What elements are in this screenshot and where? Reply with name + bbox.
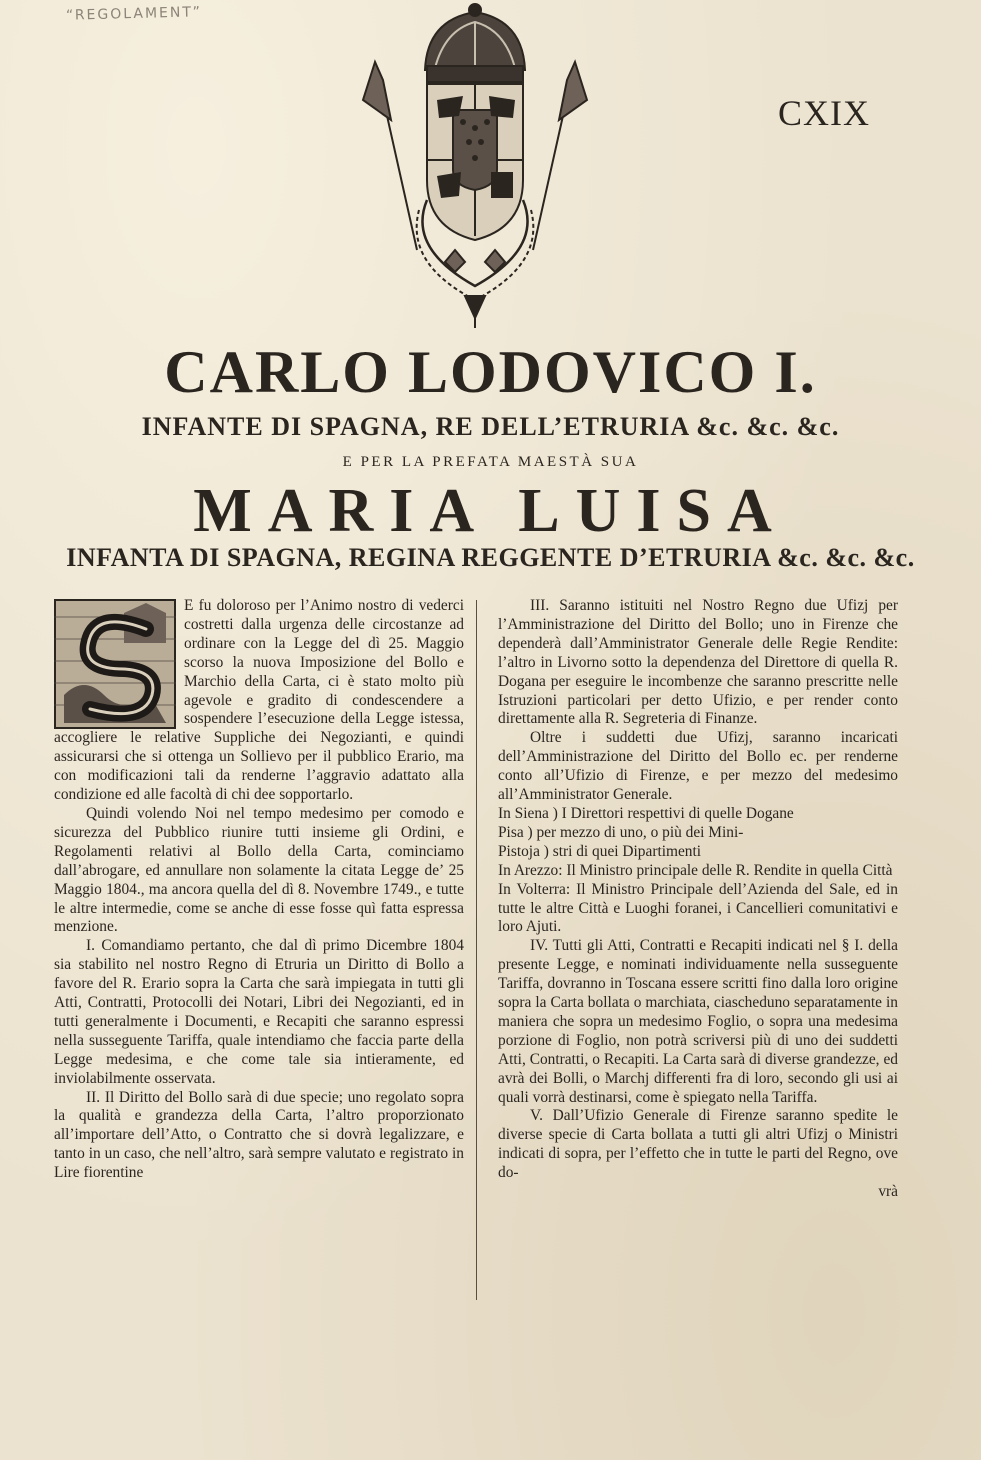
article-1: I. Comandiamo pertanto, che dal dì primo Dicembre 1804 sia stabilito nel nostro Regno di Etruria un Diritto di Bollo a favore del R. Erario sopra la Carta che sarà impiegata in tutti gli Atti, Contratti, Protocolli dei Notari, Libri dei Negozianti, ed in tutti generalmente i Documenti, e Recapiti che saranno espressi nella susseguente Tariffa, quale intendiamo che faccia parte della Legge medesima, e che come tale sia intieramente, ed inviolabilmente osservata. [54, 937, 464, 1087]
catchword: vrà [878, 1183, 898, 1201]
list-item: In Siena ) I Direttori respettivi di quelle Dogane [498, 804, 794, 822]
article-3: III. Saranno istituiti nel Nostro Regno due Ufizj per l’Amministrazione del Diritto del Bollo; uno in Firenze che dependerà dall’Amministrator Generale delle Regie Rendite: l’altro in Livorno sotto la dependenza del Direttore di quella R. Dogana per eseguire le incombenze che saranno prescritte nelle Istruzioni particolari per detto Ufizio, e per render conto direttamente alla R. Segreteria di Finanze. [498, 597, 898, 728]
list-item: In Arezzo: Il Ministro principale delle R. Rendite in quella Città [498, 861, 893, 879]
article-5: V. Dall’Ufizio Generale di Firenze saranno spedite le diverse specie di Carta bollata a tutti gli altri Ufizj o Ministri indicati di sopra, per l’effetto che in tutte le parti del Regno, ove do- [498, 1107, 898, 1182]
illuminated-letter-s-icon [54, 599, 176, 729]
title-connector: E PER LA PREFATA MAESTÀ SUA [342, 454, 639, 470]
left-column [54, 597, 464, 1183]
article-2: II. Il Diritto del Bollo sarà di due specie; uno regolato sopra la qualità e grandezza della Carta, l’altro proporzionato all’importare dell’Atto, o Contratto che si dovrà legalizzare, e tanto in un caso, che nell’altro, sarà sempre valutato e registrato in Lire fiorentine [54, 1088, 464, 1182]
paragraph-quindi: Quindi volendo Noi nel tempo medesimo per comodo e sicurezza del Pubblico riunire tutti insieme gli Ordini, e Regolamenti relativi al Bollo della Carta, cominciamo dall’abrogare, ed annullare non solamente la citata Legge de’ 25 Maggio 1804., ma ancora quella del dì 8. Novembre 1749., e tutte le altre intermedie, come se anche di esse fosse quì fatta espressa menzione. [54, 804, 464, 936]
list-item: Pistoja ) stri di quei Dipartimenti [498, 842, 702, 860]
title-queen-name: MARIA LUISA [193, 477, 788, 545]
title-king-name: CARLO LODOVICO I. [164, 339, 817, 405]
article-4: IV. Tutti gli Atti, Contratti e Recapiti indicati nel § I. della presente Legge, e nominati individuamente nella susseguente Tariffa, dovranno in Toscana essere scritti fino dalla loro origine sopra la Carta bollata o marchiata, ciascheduno separatamente in maniera che sopra un medesimo Foglio, o sopra una medesima porzione di Foglio, non potrà scriversi più di uno dei suddetti Atti, Contratti, o Recapiti. La Carta sarà di diverse grandezze, ed avrà dei Bolli, o Marchj differenti fra di loro, secondo gli usi ai quali vorrà destinarsi, come è spiegato nella Tariffa. [498, 937, 898, 1106]
preamble-paragraph: E fu doloroso per l’Animo nostro di vederci costretti dalla urgenza delle circostanze ad ordinare con la Legge del dì 25. Maggio scorso la nuova Imposizione del Bollo e Marchio della Carta, ci è stato molto più agevole e gradito di condescendere a sospendere l’esecuzione della Legge istessa, accogliere le relative Suppliche dei Negozianti, e quindi assicurarsi che si ottenga un Sollievo per il pubblico Erario, ma con modificazioni tali da renderne l’aggravio adattato alla condizione ed alle facoltà di chi dee sopportarlo. [54, 597, 464, 804]
column-divider [476, 600, 477, 1300]
title-queen-titles: INFANTA DI SPAGNA, REGINA REGGENTE D’ETRURIA &c. &c. &c. [66, 543, 915, 572]
paragraph-oltre: Oltre i suddetti due Ufizj, saranno incaricati dell’Amministrazione del Diritto del Bollo ec. per renderne conto all’Ufizio di Firenze, e per mezzo del medesimo all’Amministrator Generale. [498, 729, 898, 804]
list-item: Pisa ) per mezzo di uno, o più dei Mini- [498, 823, 744, 841]
title-king-titles: INFANTE DI SPAGNA, RE DELL’ETRURIA &c. &c. &c. [141, 412, 840, 441]
folio-number: CXIX [778, 93, 870, 133]
right-column [498, 597, 898, 1202]
royal-coat-of-arms-icon [355, 0, 595, 330]
list-item: In Volterra: Il Ministro Principale dell’Azienda del Sale, ed in tutte le altre Città e Luoghi foranei, i Cancellieri comunitativi e loro Ajuti. [498, 880, 898, 936]
handwritten-note: “REGOLAMENT” [65, 4, 203, 24]
